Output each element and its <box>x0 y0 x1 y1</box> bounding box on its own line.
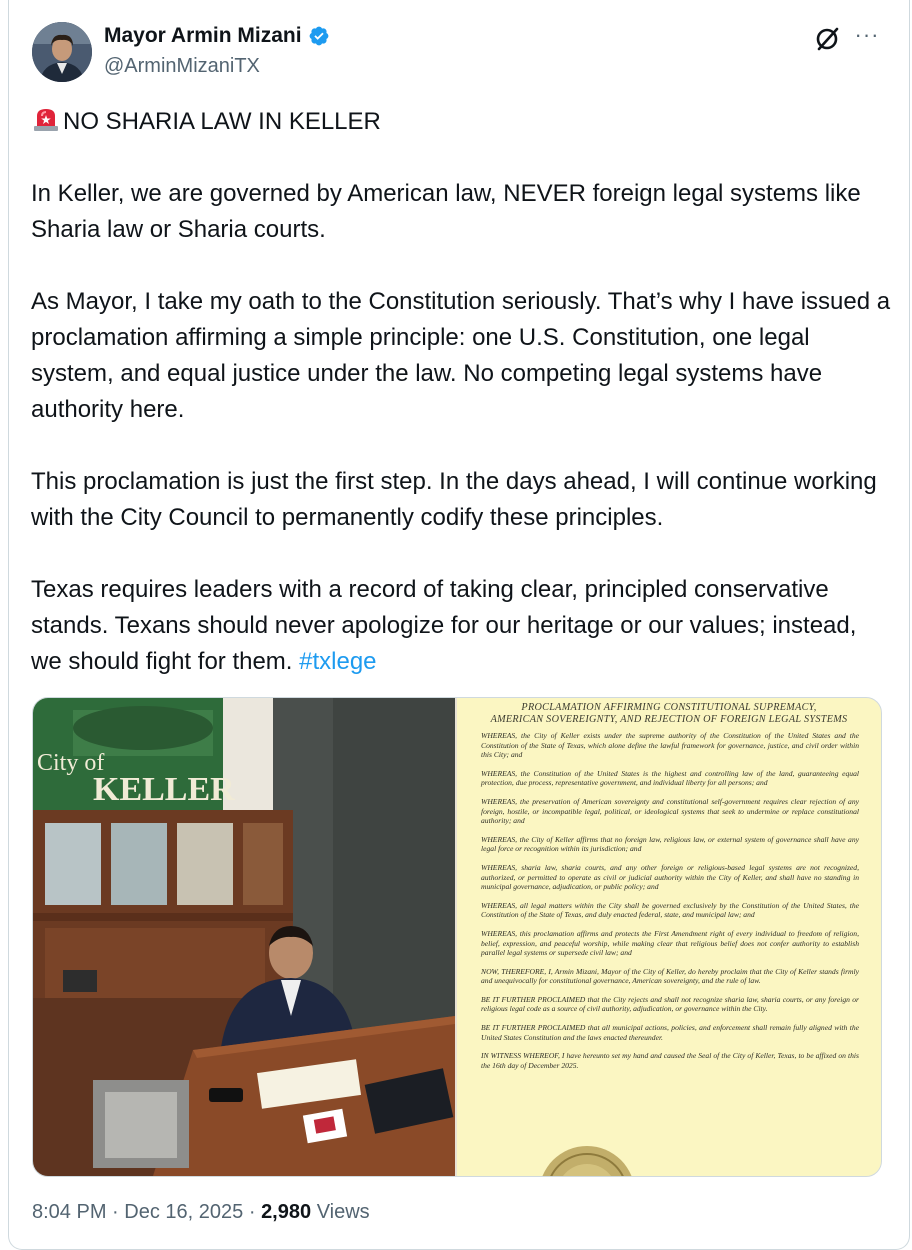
post-text <box>31 104 891 680</box>
post-media[interactable] <box>32 697 882 1177</box>
hashtag-link[interactable]: #txlege <box>299 648 377 675</box>
post-paragraph-4 <box>31 572 891 680</box>
document-clause: WHEREAS, the City of Keller exists under the supreme authority of the Constitution of the United States and the Constitution of the State of Texas, which alone define the lawful framework for governance, justice, and civil order within this City; and <box>481 731 859 760</box>
author-handle[interactable]: @ArminMizaniTX <box>104 55 260 77</box>
sign-city-of: City of <box>37 750 105 776</box>
views-label: Views <box>316 1201 370 1223</box>
meta-separator: · <box>112 1201 119 1223</box>
post-headline-line <box>31 104 891 140</box>
sign-keller: KELLER <box>93 771 235 808</box>
author-name[interactable]: Mayor Armin Mizani <box>104 24 302 47</box>
post-time[interactable]: 8:04 PM <box>32 1201 107 1223</box>
post-meta <box>32 1201 370 1224</box>
document-clause: WHEREAS, the preservation of American sovereignty and constitutional self-government requires clear rejection of any foreign, hostile, or incompatible legal, political, or ideological systems that seek to undermine or replace constitutional authority; and <box>481 796 859 826</box>
document-title <box>467 702 871 725</box>
document-clause: WHEREAS, the Constitution of the United States is the highest and controlling law of the land, guaranteeing equal protection, due process, representative government, and individual liberty for all persons; and <box>481 768 859 788</box>
verified-badge-icon <box>308 25 330 47</box>
document-clause: WHEREAS, the City of Keller affirms that no foreign law, religious law, or external system of governance shall have any legal force or recognition within its jurisdiction; and <box>481 834 859 854</box>
document-title-line-2: AMERICAN SOVEREIGNTY, AND REJECTION OF FOREIGN LEGAL SYSTEMS <box>490 713 848 725</box>
post-paragraph-1: In Keller, we are governed by American law, NEVER foreign legal systems like Sharia law or Sharia courts. <box>31 180 861 243</box>
document-body <box>481 731 859 1079</box>
views-count: 2,980 <box>261 1201 312 1223</box>
document-clause: IN WITNESS WHEREOF, I have hereunto set my hand and caused the Seal of the City of Keller, Texas, to be affixed on this the 16th day of December 2025. <box>481 1051 859 1070</box>
siren-icon <box>31 106 61 132</box>
city-seal <box>537 1144 637 1177</box>
document-clause: BE IT FURTHER PROCLAIMED that the City rejects and shall not recognize sharia law, sharia courts, or any foreign or religious legal code as a source of civil authority, adjudication, or governance within the City. <box>481 994 859 1014</box>
document-clause: WHEREAS, sharia law, sharia courts, and any other foreign or religious-based legal systems are not recognized, authorized, or permitted to operate as civil or judicial authority within the City of Keller, and shall have no standing in municipal governance, adjudication, or public policy; and <box>481 862 859 892</box>
document-clause: WHEREAS, this proclamation affirms and protects the First Amendment right of every individual to freedom of religion, belief, expression, and peaceful worship, while making clear that religious belief does not confer authority to establish parallel legal systems or supersede civil law; and <box>481 928 859 958</box>
post-headline: NO SHARIA LAW IN KELLER <box>63 108 381 135</box>
meta-separator: · <box>248 1201 256 1223</box>
document-clause: WHEREAS, all legal matters within the City shall be governed exclusively by the Constitution of the United States, the Constitution of the State of Texas, and duly enacted federal, state, and municipal law; and <box>481 900 859 920</box>
photo-mayor-signing[interactable] <box>33 698 455 1176</box>
document-clause: BE IT FURTHER PROCLAIMED that all municipal actions, policies, and enforcement shall remain fully aligned with the United States Constitution and the laws enacted thereunder. <box>481 1023 859 1042</box>
author-avatar[interactable] <box>32 22 92 82</box>
document-title-line-1: PROCLAMATION AFFIRMING CONSTITUTIONAL SUPREMACY, <box>521 702 817 713</box>
post-paragraph-2: As Mayor, I take my oath to the Constitution seriously. That’s why I have issued a proclamation affirming a simple principle: one U.S. Constitution, one legal system, and equal justice under the law. No competing legal systems have authority here. <box>31 288 891 423</box>
post-paragraph-3: This proclamation is just the first step. In the days ahead, I will continue working with the City Council to permanently codify these principles. <box>31 468 877 531</box>
document-clause: NOW, THEREFORE, I, Armin Mizani, Mayor of the City of Keller, do hereby proclaim that the City of Keller stands firmly and unequivocally for constitutional governance, American sovereignty, and the rule of law. <box>481 966 859 986</box>
proclamation-document[interactable] <box>457 698 881 1176</box>
post-paragraph-4-text: Texas requires leaders with a record of taking clear, principled conservative stands. Texans should never apologize for our heritage or our values; instead, we should fight for them. <box>31 576 857 675</box>
post-date[interactable]: Dec 16, 2025 <box>124 1201 244 1223</box>
more-options-icon[interactable]: ··· <box>854 22 880 47</box>
grok-icon[interactable] <box>812 24 842 54</box>
